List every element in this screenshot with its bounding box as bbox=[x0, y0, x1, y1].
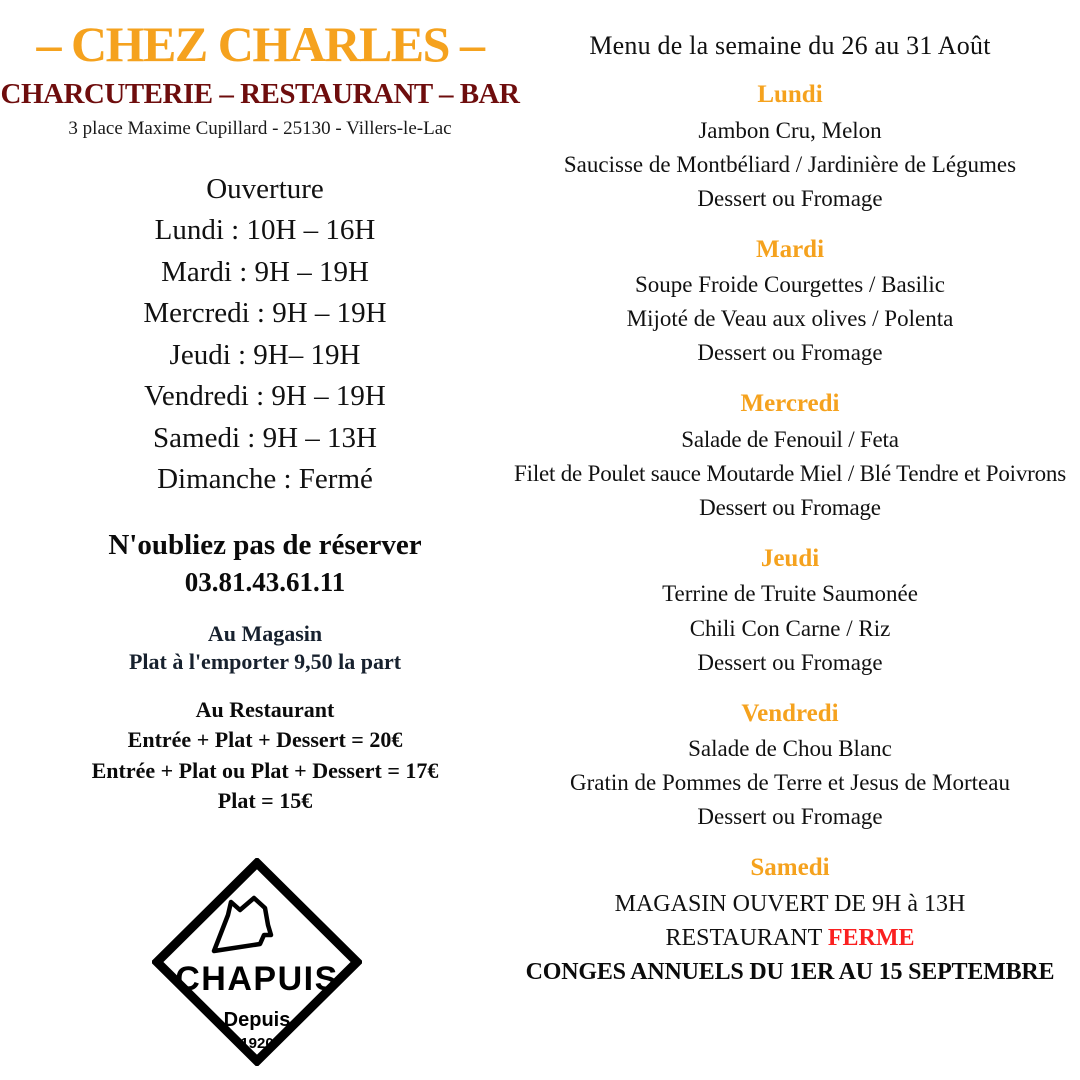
menu-item: Dessert ou Fromage bbox=[697, 185, 883, 211]
day-heading-mercredi: Mercredi bbox=[740, 390, 840, 418]
barn-house-icon bbox=[214, 898, 271, 951]
brand-title: – CHEZ CHARLES – bbox=[36, 16, 484, 72]
hours-row-wednesday: Mercredi : 9H – 19H bbox=[143, 297, 387, 330]
reservation-phone-number[interactable]: 03.81.43.61.11 bbox=[184, 566, 346, 597]
day-heading-jeudi: Jeudi bbox=[760, 544, 820, 572]
hours-row-saturday: Samedi : 9H – 13H bbox=[153, 421, 377, 454]
menu-item: Saucisse de Montbéliard / Jardinière de Légumes bbox=[563, 151, 1017, 177]
day-heading-vendredi: Vendredi bbox=[741, 699, 839, 727]
restaurant-prices-block bbox=[0, 695, 520, 816]
menu-item: Dessert ou Fromage bbox=[697, 649, 883, 675]
reservation-block bbox=[0, 526, 520, 599]
shop-takeaway-block bbox=[0, 620, 520, 677]
saturday-restaurant-label: RESTAURANT bbox=[665, 924, 828, 951]
menu-day-mardi bbox=[500, 234, 1080, 371]
opening-hours-title: Ouverture bbox=[206, 172, 324, 205]
brand-subtitle: CHARCUTERIE – RESTAURANT – BAR bbox=[0, 77, 520, 110]
opening-hours-block bbox=[0, 169, 520, 501]
hours-row-tuesday: Mardi : 9H – 19H bbox=[161, 255, 369, 288]
chapuis-logo bbox=[152, 858, 362, 1066]
logo-brand-text: CHAPUIS bbox=[175, 960, 339, 998]
saturday-restaurant-status-row bbox=[500, 921, 1080, 955]
menu-week-title: Menu de la semaine du 26 au 31 Août bbox=[589, 31, 991, 60]
hours-row-friday: Vendredi : 9H – 19H bbox=[144, 380, 386, 413]
menu-item: Jambon Cru, Melon bbox=[698, 117, 882, 143]
menu-day-vendredi bbox=[500, 698, 1080, 835]
reservation-heading: N'oubliez pas de réserver bbox=[108, 529, 422, 562]
menu-day-lundi bbox=[500, 79, 1080, 216]
menu-item: Terrine de Truite Saumonée bbox=[662, 581, 918, 607]
day-heading-mardi: Mardi bbox=[755, 235, 825, 263]
price-two-course: Entrée + Plat ou Plat + Dessert = 17€ bbox=[91, 757, 439, 783]
menu-item: Gratin de Pommes de Terre et Jesus de Morteau bbox=[570, 770, 1010, 796]
menu-item: Salade de Fenouil / Feta bbox=[681, 426, 899, 452]
hours-row-thursday: Jeudi : 9H– 19H bbox=[169, 338, 361, 371]
restaurant-heading: Au Restaurant bbox=[195, 697, 335, 723]
day-heading-samedi: Samedi bbox=[750, 854, 830, 882]
weekly-menu-column bbox=[500, 0, 1080, 1080]
chapuis-logo-svg bbox=[152, 858, 362, 1066]
menu-item: Soupe Froide Courgettes / Basilic bbox=[634, 272, 946, 298]
menu-item: Chili Con Carne / Riz bbox=[689, 615, 891, 641]
menu-item: Filet de Poulet sauce Moutarde Miel / Blé Tendre et Poivrons bbox=[514, 460, 1066, 486]
status-badge-ferme: FERME bbox=[827, 924, 915, 951]
menu-item: Mijoté de Veau aux olives / Polenta bbox=[626, 306, 954, 332]
annual-holiday-notice: CONGES ANNUELS DU 1ER AU 15 SEPTEMBRE bbox=[525, 958, 1055, 985]
menu-item: Dessert ou Fromage bbox=[697, 804, 883, 830]
menu-item: Salade de Chou Blanc bbox=[688, 736, 892, 762]
price-main-only: Plat = 15€ bbox=[217, 788, 313, 814]
hours-row-sunday: Dimanche : Fermé bbox=[157, 463, 373, 496]
shop-takeaway-price: Plat à l'emporter 9,50 la part bbox=[128, 649, 402, 675]
menu-day-samedi bbox=[500, 852, 1080, 989]
saturday-shop-hours: MAGASIN OUVERT DE 9H à 13H bbox=[614, 890, 966, 917]
day-heading-lundi: Lundi bbox=[757, 81, 823, 109]
logo-since-label: Depuis bbox=[223, 1009, 291, 1031]
price-starter-main-dessert: Entrée + Plat + Dessert = 20€ bbox=[127, 727, 403, 753]
menu-item: Dessert ou Fromage bbox=[697, 340, 883, 366]
hours-row-monday: Lundi : 10H – 16H bbox=[154, 214, 376, 247]
menu-day-mercredi bbox=[500, 388, 1080, 525]
brand-address: 3 place Maxime Cupillard - 25130 - Villers-le-Lac bbox=[68, 117, 452, 139]
shop-heading: Au Magasin bbox=[207, 620, 323, 646]
logo-since-year: 1920 bbox=[240, 1035, 274, 1052]
menu-item: Dessert ou Fromage bbox=[699, 494, 881, 520]
menu-day-jeudi bbox=[500, 543, 1080, 680]
